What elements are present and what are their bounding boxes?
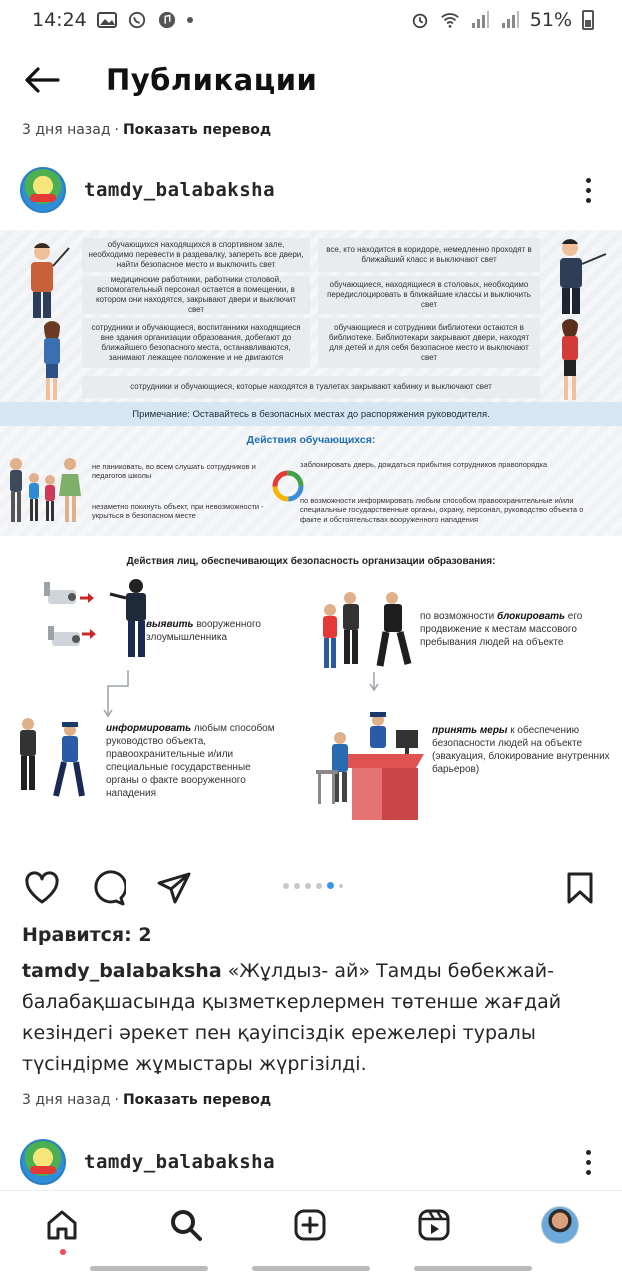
dot <box>586 188 591 193</box>
show-translation-link[interactable]: Показать перевод <box>122 1092 272 1108</box>
whatsapp-icon <box>127 11 147 29</box>
security-item-measures <box>432 724 612 776</box>
post-meta-top <box>22 122 271 138</box>
security-item-detect <box>146 618 276 644</box>
infographic-item: сотрудники и обучающиеся, воспитанники находящиеся вне здания организации образования, добегают до ближайшего безопасного места, останавливаются, занимают лежащее положение и не двигаются <box>82 318 310 368</box>
carousel-indicator <box>283 882 343 889</box>
send-icon <box>156 871 192 905</box>
students-actions-title: Действия обучающихся: <box>246 434 376 446</box>
security-item-bold: принять меры <box>432 725 508 736</box>
security-item-text: любым способом руководство объекта, правоохранительные и/или специальные государственные органы о факте вооруженного нападения <box>106 723 275 799</box>
bookmark-icon <box>565 871 595 905</box>
signal-icon <box>500 11 520 29</box>
notification-dot <box>60 1249 66 1255</box>
security-item-block <box>420 610 600 649</box>
nav-profile[interactable] <box>540 1205 580 1245</box>
separator: · <box>114 122 119 138</box>
infographic-item: обучающиеся, находящиеся в столовых, необходимо передислоцировать в ближайшие классы и выключить свет <box>318 276 540 314</box>
carousel-dot <box>305 883 311 889</box>
gesture-bar <box>252 1266 370 1271</box>
security-item-bold: выявить <box>146 619 194 630</box>
post-meta-bottom <box>22 1092 271 1108</box>
save-button[interactable] <box>560 868 600 908</box>
infographic-item: все, кто находится в коридоре, немедленно проходят в ближайший класс и выключают свет <box>318 238 540 272</box>
reception-desk-illustration <box>312 708 432 828</box>
share-button[interactable] <box>154 868 194 908</box>
author-username[interactable]: tamdy_balabaksha <box>84 179 276 201</box>
post-image[interactable] <box>0 230 622 852</box>
gesture-bar <box>414 1266 532 1271</box>
post-caption <box>22 956 602 1080</box>
security-item-text: к обеспечению безопасности людей на объекте (эвакуация, блокирование внутренних барьеров) <box>432 725 610 775</box>
more-options-button[interactable] <box>576 170 600 210</box>
more-options-button[interactable] <box>576 1142 600 1182</box>
battery-icon <box>582 10 594 30</box>
separator: · <box>114 1092 119 1108</box>
author-username[interactable]: tamdy_balabaksha <box>84 1151 276 1173</box>
cameras-gunman-illustration <box>40 576 160 666</box>
infographic-item: обучающихся находящихся в спортивном зале, необходимо перевести в раздевалку, запереть все двери, найти безопасное место и выключить свет <box>82 238 310 272</box>
time-ago: 3 дня назад <box>22 1092 111 1108</box>
post-header <box>0 160 622 220</box>
heart-icon <box>24 871 60 905</box>
dot <box>586 178 591 183</box>
back-button[interactable] <box>22 60 62 100</box>
security-item-text: вооруженного злоумышленника <box>146 619 261 643</box>
security-item-inform <box>106 722 276 800</box>
security-item-bold: информировать <box>106 723 192 734</box>
students-item: заблокировать дверь, дождаться прибытия сотрудников правопорядка <box>300 460 548 469</box>
reels-icon <box>417 1208 451 1242</box>
nav-create[interactable] <box>290 1205 330 1245</box>
carousel-dot <box>339 884 343 888</box>
next-post-header <box>0 1132 622 1192</box>
status-bar <box>0 0 622 40</box>
nav-reels[interactable] <box>414 1205 454 1245</box>
guards-illustration <box>320 592 416 672</box>
carousel-dot-active <box>327 882 334 889</box>
create-icon <box>293 1208 327 1242</box>
comment-icon <box>90 870 126 906</box>
status-left <box>32 9 193 31</box>
home-icon <box>45 1208 79 1242</box>
time-ago: 3 дня назад <box>22 122 111 138</box>
battery-percent: 51% <box>529 9 572 31</box>
children-group-illustration <box>4 456 84 526</box>
wheel-diagram-icon <box>272 470 304 502</box>
students-item: по возможности информировать любым способом правоохранительные и/или специальные государственные органы, охрану, персонал, руководство объекта о факте и обстоятельствах вооруженного нападения <box>300 496 584 524</box>
nav-home[interactable] <box>42 1205 82 1245</box>
caption-text: «Жұлдыз- ай» Тамды бөбекжай-балабақшасында қызметкерлермен төтенше жағдай кезіндегі әрекет пен қауіпсіздік ережелері туралы түсіндірме жұмыстары жүргізілді. <box>22 960 562 1075</box>
carousel-dot <box>316 883 322 889</box>
caption-username[interactable]: tamdy_balabaksha <box>22 960 222 982</box>
security-item-text: его продвижение к местам массового пребывания людей на объекте <box>420 611 583 648</box>
page-title: Публикации <box>106 63 318 97</box>
arrow-left-icon <box>24 67 60 93</box>
profile-avatar <box>541 1206 579 1244</box>
wifi-icon <box>440 11 460 29</box>
status-right <box>410 9 594 31</box>
app-header <box>0 52 622 108</box>
alarm-icon <box>410 11 430 29</box>
likes-count[interactable]: Нравится: 2 <box>22 924 152 946</box>
post-actions <box>0 862 622 914</box>
carousel-dot <box>294 883 300 889</box>
students-item: незаметно покинуть объект, при невозможности - укрыться в безопасном месте <box>92 502 264 521</box>
search-icon <box>169 1208 203 1242</box>
dot-icon <box>187 17 193 23</box>
teacher-figure-illustration <box>22 240 72 405</box>
infographic-item: обучающиеся и сотрудники библиотеки остаются в библиотеке. Библиотекари закрывают двери, находят для детей и для себя безопасное место и выключают свет <box>318 318 540 368</box>
infographic-note: Примечание: Оставайтесь в безопасных местах до распоряжения руководителя. <box>0 402 622 426</box>
dot <box>586 1150 591 1155</box>
music-icon <box>157 11 177 29</box>
security-actions-title: Действия лиц, обеспечивающих безопасность организации образования: <box>126 556 496 567</box>
like-button[interactable] <box>22 868 62 908</box>
gallery-icon <box>97 11 117 29</box>
infographic-item: сотрудники и обучающиеся, которые находятся в туалетах закрывают кабинку и выключают свет <box>82 376 540 398</box>
gesture-bar <box>90 1266 208 1271</box>
staff-figure-illustration <box>544 236 610 406</box>
show-translation-link[interactable]: Показать перевод <box>122 122 272 138</box>
dot <box>586 1160 591 1165</box>
bottom-navigation <box>0 1190 622 1260</box>
security-item-prefix: по возможности <box>420 611 498 622</box>
signal-icon <box>470 11 490 29</box>
infographic-item: медицинские работники, работники столовой, вспомогательный персонал остается в помещении, в котором они находятся, закрывают двери и выключит свет <box>82 276 310 314</box>
status-time: 14:24 <box>32 9 87 31</box>
author-avatar[interactable] <box>20 1139 66 1185</box>
carousel-dot <box>283 883 289 889</box>
officers-illustration <box>14 716 94 802</box>
dot <box>586 198 591 203</box>
security-item-bold: блокировать <box>497 611 565 622</box>
dot <box>586 1170 591 1175</box>
comment-button[interactable] <box>88 868 128 908</box>
author-avatar[interactable] <box>20 167 66 213</box>
nav-search[interactable] <box>166 1205 206 1245</box>
students-item: не паниковать, во всем слушать сотрудников и педагогов школы <box>92 462 256 481</box>
